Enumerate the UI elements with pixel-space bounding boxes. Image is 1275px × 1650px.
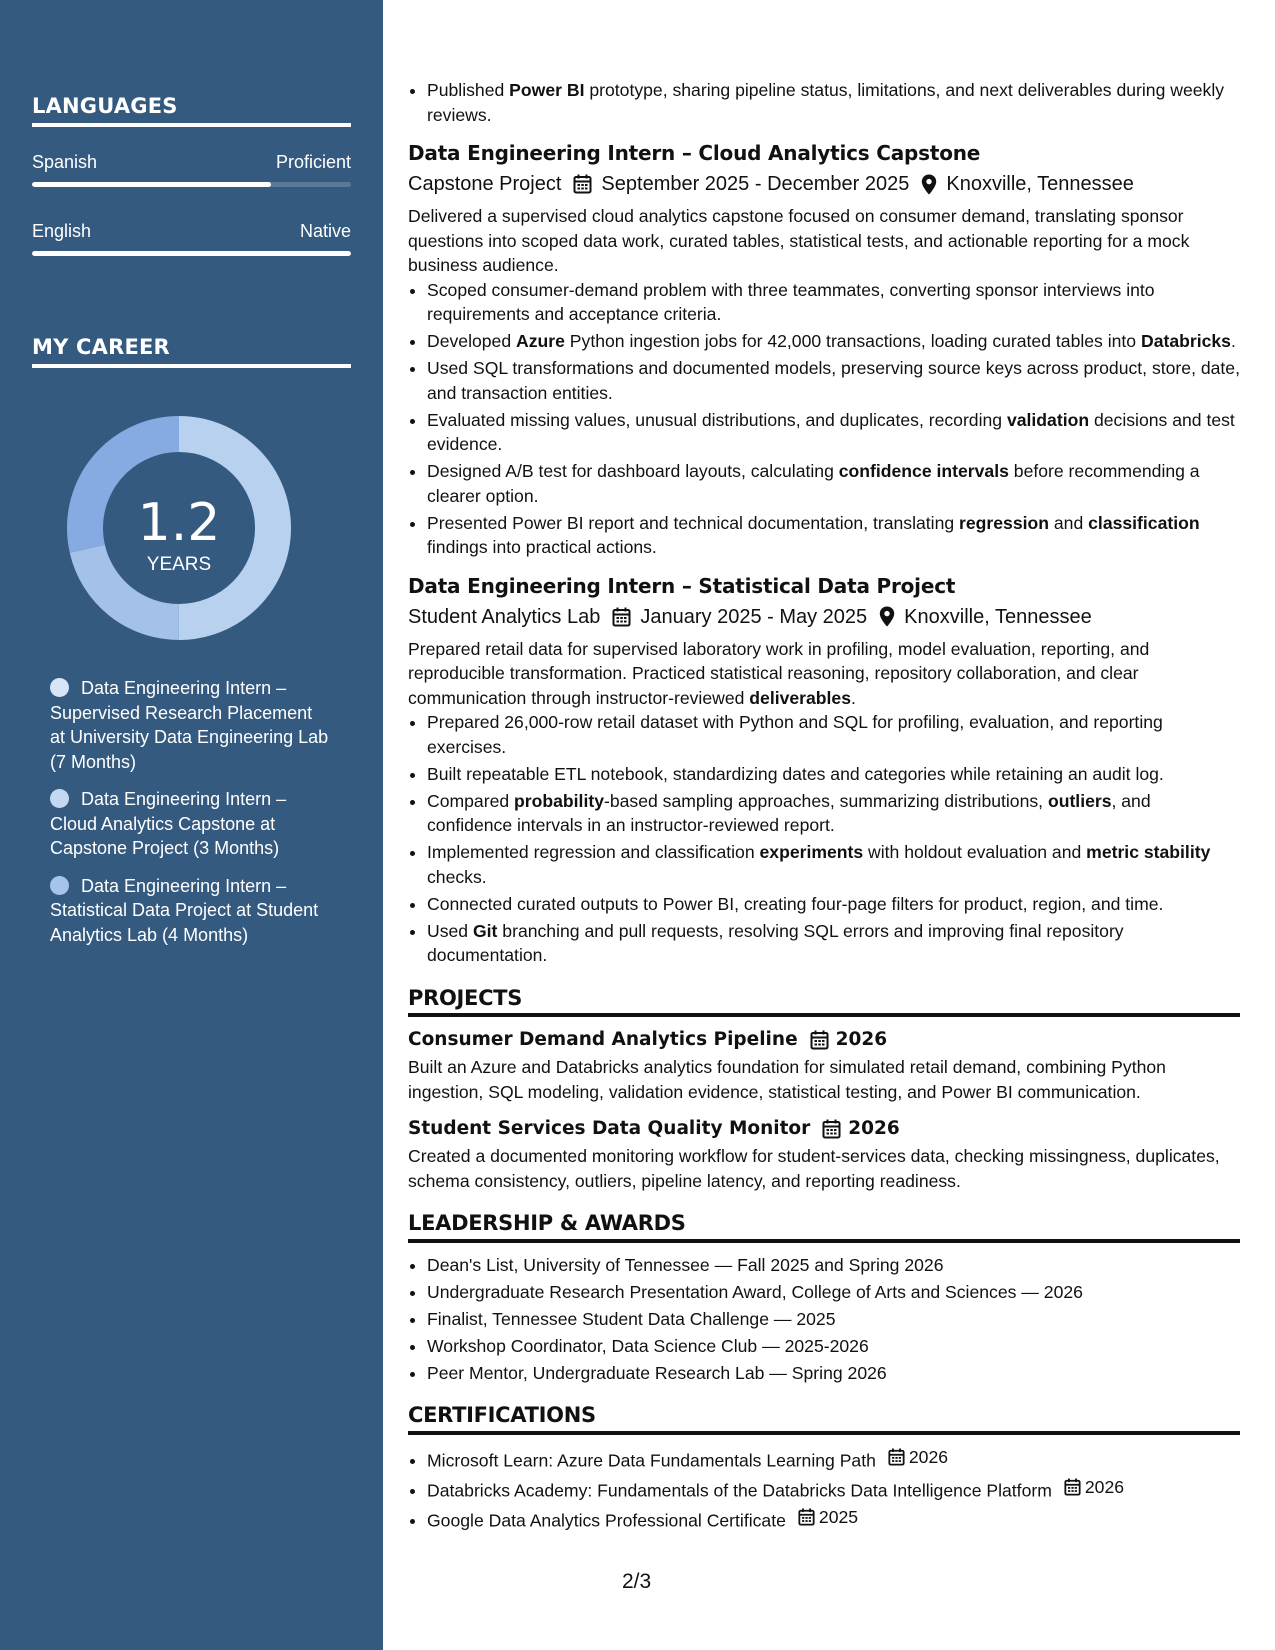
bullet-item: • Presented Power BI report and technical documentation, translating regression and classification findings into practical actions. bbox=[427, 511, 1240, 560]
bullet-item: • Developed Azure Python ingestion jobs for 42,000 transactions, loading curated tables into Databricks. bbox=[427, 329, 1240, 354]
bullet-item: • Published Power BI prototype, sharing pipeline status, limitations, and next deliverables during weekly reviews. bbox=[427, 78, 1240, 127]
leadership-list bbox=[408, 1253, 1240, 1386]
bullet-item: • Used Git branching and pull requests, resolving SQL errors and improving final repository documentation. bbox=[427, 919, 1240, 968]
bullet-item: • Workshop Coordinator, Data Science Club — 2025-2026 bbox=[427, 1334, 1240, 1359]
project-name: Student Services Data Quality Monitor bbox=[408, 1118, 811, 1139]
certifications-section bbox=[408, 1403, 1240, 1533]
language-proficiency-bar bbox=[32, 251, 351, 256]
career-total-unit: YEARS bbox=[146, 554, 212, 575]
bullet-item: • Implemented regression and classification experiments with holdout evaluation and metric stability checks. bbox=[427, 840, 1240, 889]
languages-heading: LANGUAGES bbox=[32, 94, 351, 127]
job-meta bbox=[408, 603, 1240, 631]
job-org: Capstone Project bbox=[408, 173, 562, 195]
project-description: Built an Azure and Databricks analytics foundation for simulated retail demand, combining Python ingestion, SQL modeling, validation evidence, statistical testing, and Power BI communication. bbox=[408, 1057, 1166, 1102]
calendar-icon bbox=[810, 1030, 829, 1050]
bullet-item: • Peer Mentor, Undergraduate Research Lab — Spring 2026 bbox=[427, 1361, 1240, 1386]
career-item-text: Data Engineering Intern – Cloud Analytics Capstone at Capstone Project (3 Months) bbox=[50, 789, 287, 858]
calendar-icon bbox=[612, 607, 631, 627]
language-level: Native bbox=[299, 221, 351, 241]
career-dot-icon bbox=[50, 789, 69, 808]
job-dates: January 2025 - May 2025 bbox=[640, 605, 868, 628]
career-item-text: Data Engineering Intern – Statistical Data Project at Student Analytics Lab (4 Months) bbox=[50, 875, 319, 945]
job-org: Student Analytics Lab bbox=[408, 605, 601, 628]
language-spanish bbox=[32, 152, 351, 187]
project-year: 2026 bbox=[848, 1118, 900, 1139]
career-list-item bbox=[50, 787, 330, 861]
project-title bbox=[408, 1027, 1240, 1053]
bullet-item: • Connected curated outputs to Power BI, creating four-page filters for product, region, and time. bbox=[427, 892, 1240, 917]
job-bullets bbox=[408, 710, 1240, 968]
bullet-item: • Evaluated missing values, unusual distributions, and duplicates, recording validation decisions and test evidence. bbox=[427, 408, 1240, 457]
job-description: Prepared retail data for supervised laboratory work in profiling, model evaluation, reporting, and reproducible transformation. Practiced statistical reasoning, repository collaboration, and clear communication through instructor-reviewed deliverables. bbox=[408, 638, 1150, 708]
project-description: Created a documented monitoring workflow for student-services data, checking missingness, duplicates, schema consistency, outliers, pipeline latency, and reporting readiness. bbox=[408, 1146, 1220, 1191]
job-bullets bbox=[408, 278, 1240, 560]
projects-section bbox=[408, 986, 1240, 1194]
language-name: English bbox=[32, 221, 92, 241]
career-dot-icon bbox=[50, 678, 69, 697]
carryover-bullets bbox=[408, 78, 1240, 127]
job-dates: September 2025 - December 2025 bbox=[601, 173, 910, 195]
certification-item: • Google Data Analytics Professional Certificate 2025 bbox=[427, 1505, 1240, 1533]
page-number: 2/3 bbox=[622, 1570, 652, 1593]
job-location: Knoxville, Tennessee bbox=[946, 173, 1134, 195]
bullet-item: • Dean's List, University of Tennessee — Fall 2025 and Spring 2026 bbox=[427, 1253, 1240, 1278]
bullet-item: • Scoped consumer-demand problem with three teammates, converting sponsor interviews into requirements and acceptance criteria. bbox=[427, 278, 1240, 327]
career-total-value: 1.2 bbox=[137, 493, 221, 553]
certification-item: • Microsoft Learn: Azure Data Fundamentals Learning Path 2026 bbox=[427, 1445, 1240, 1473]
bullet-item: • Undergraduate Research Presentation Award, College of Arts and Sciences — 2026 bbox=[427, 1280, 1240, 1305]
job-title: Data Engineering Intern – Statistical Data Project bbox=[408, 573, 956, 598]
project-title bbox=[408, 1116, 1240, 1142]
certification-year: 2026 bbox=[1084, 1476, 1125, 1497]
career-list-item bbox=[50, 676, 330, 774]
language-english bbox=[32, 221, 351, 256]
sidebar bbox=[0, 0, 383, 1650]
calendar-icon bbox=[1064, 1478, 1081, 1496]
calendar-icon bbox=[888, 1448, 905, 1466]
job-location: Knoxville, Tennessee bbox=[904, 605, 1092, 628]
calendar-icon bbox=[822, 1119, 841, 1139]
bullet-item: • Prepared 26,000-row retail dataset with Python and SQL for profiling, evaluation, and reporting exercises. bbox=[427, 710, 1240, 759]
project-year: 2026 bbox=[835, 1029, 888, 1050]
language-proficiency-fill bbox=[32, 182, 271, 187]
bullet-item: • Compared probability-based sampling approaches, summarizing distributions, outliers, and confidence intervals in an instructor-reviewed report. bbox=[427, 789, 1240, 838]
language-level: Proficient bbox=[275, 152, 351, 172]
career-donut-chart bbox=[66, 415, 292, 641]
job-title: Data Engineering Intern – Cloud Analytics Capstone bbox=[408, 141, 981, 165]
certification-item: • Databricks Academy: Fundamentals of the Databricks Data Intelligence Platform 2026 bbox=[427, 1475, 1240, 1503]
job-cloud-analytics-capstone bbox=[408, 139, 1240, 560]
certification-year: 2025 bbox=[818, 1507, 859, 1527]
language-proficiency-bar bbox=[32, 182, 351, 187]
job-statistical-data-project bbox=[408, 572, 1240, 968]
career-item-text: Data Engineering Intern – Supervised Research Placement at University Data Engineering Lab (7 Months) bbox=[50, 678, 329, 772]
bullet-item: • Finalist, Tennessee Student Data Challenge — 2025 bbox=[427, 1307, 1240, 1332]
certifications-list bbox=[408, 1445, 1240, 1533]
language-proficiency-fill bbox=[32, 251, 351, 256]
bullet-item: • Built repeatable ETL notebook, standardizing dates and categories while retaining an audit log. bbox=[427, 762, 1240, 787]
calendar-icon bbox=[573, 174, 592, 194]
career-dot-icon bbox=[50, 876, 69, 895]
job-description: Delivered a supervised cloud analytics capstone focused on consumer demand, translating sponsor questions into scoped data work, curated tables, statistical tests, and actionable reporting for a mock business audience. bbox=[408, 206, 1190, 275]
main-content bbox=[408, 78, 1240, 1535]
job-meta bbox=[408, 170, 1240, 198]
calendar-icon bbox=[798, 1508, 815, 1526]
map-pin-icon bbox=[879, 606, 895, 627]
leadership-heading: LEADERSHIP & AWARDS bbox=[408, 1211, 1240, 1243]
career-list bbox=[50, 676, 330, 960]
bullet-item: • Used SQL transformations and documented models, preserving source keys across product, store, date, and transaction entities. bbox=[427, 356, 1240, 405]
language-name: Spanish bbox=[32, 152, 98, 172]
certification-year: 2026 bbox=[908, 1446, 949, 1467]
projects-heading: PROJECTS bbox=[408, 986, 1240, 1018]
certifications-heading: CERTIFICATIONS bbox=[408, 1403, 1240, 1435]
project-name: Consumer Demand Analytics Pipeline bbox=[408, 1029, 798, 1050]
bullet-item: • Designed A/B test for dashboard layouts, calculating confidence intervals before recommending a clearer option. bbox=[427, 459, 1240, 508]
map-pin-icon bbox=[921, 174, 937, 195]
career-list-item bbox=[50, 874, 330, 948]
career-heading: MY CAREER bbox=[32, 335, 351, 368]
leadership-section bbox=[408, 1211, 1240, 1385]
